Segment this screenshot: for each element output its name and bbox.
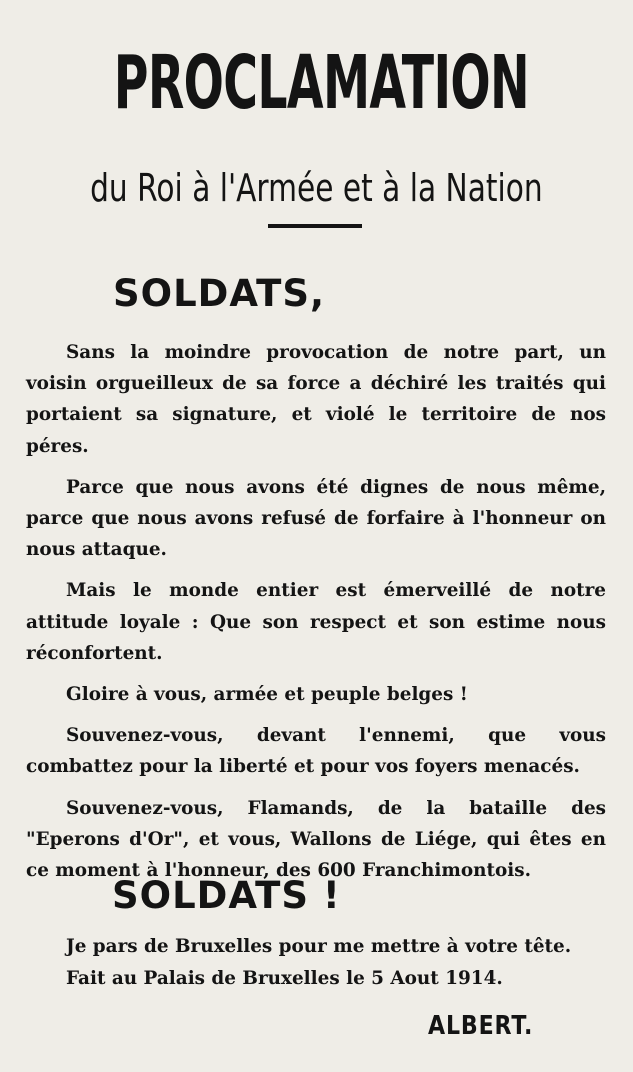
- paragraph: Gloire à vous, armée et peuple belges !: [66, 684, 468, 706]
- section-heading-soldats-exclaim: SOLDATS !: [112, 874, 341, 917]
- paragraph: Parce que nous avons été dignes de nous même, parce que nous avons refusé de forfaire à l'honneur on nous attaque.: [26, 476, 606, 561]
- closing-lines: [66, 931, 626, 995]
- paragraph: Souvenez-vous, Flamands, de la bataille des "Eperons d'Or", et vous, Wallons de Liége, qui êtes en ce moment à l'honneur, des 600 Franchimontois.: [26, 797, 606, 882]
- closing-line: Fait au Palais de Bruxelles le 5 Aout 1914.: [66, 968, 503, 989]
- closing-line: Je pars de Bruxelles pour me mettre à votre tête.: [66, 936, 572, 957]
- paragraph: Sans la moindre provocation de notre part, un voisin orgueilleux de sa force a déchiré les traités qui portaient sa signature, et violé le territoire de nos péres.: [26, 342, 606, 457]
- paragraph: Mais le monde entier est émerveillé de notre attitude loyale : Que son respect et son estime nous réconfortent.: [26, 580, 606, 664]
- title-divider: [268, 224, 362, 228]
- paragraph: Souvenez-vous, devant l'ennemi, que vous combattez pour la liberté et pour vos foyers menacés.: [26, 725, 606, 778]
- poster-title: PROCLAMATION: [113, 40, 530, 126]
- poster-subtitle: du Roi à l'Armée et à la Nation: [90, 166, 543, 210]
- section-heading-soldats: SOLDATS,: [113, 272, 326, 315]
- signature: ALBERT.: [428, 1011, 534, 1041]
- proclamation-body: [26, 337, 606, 896]
